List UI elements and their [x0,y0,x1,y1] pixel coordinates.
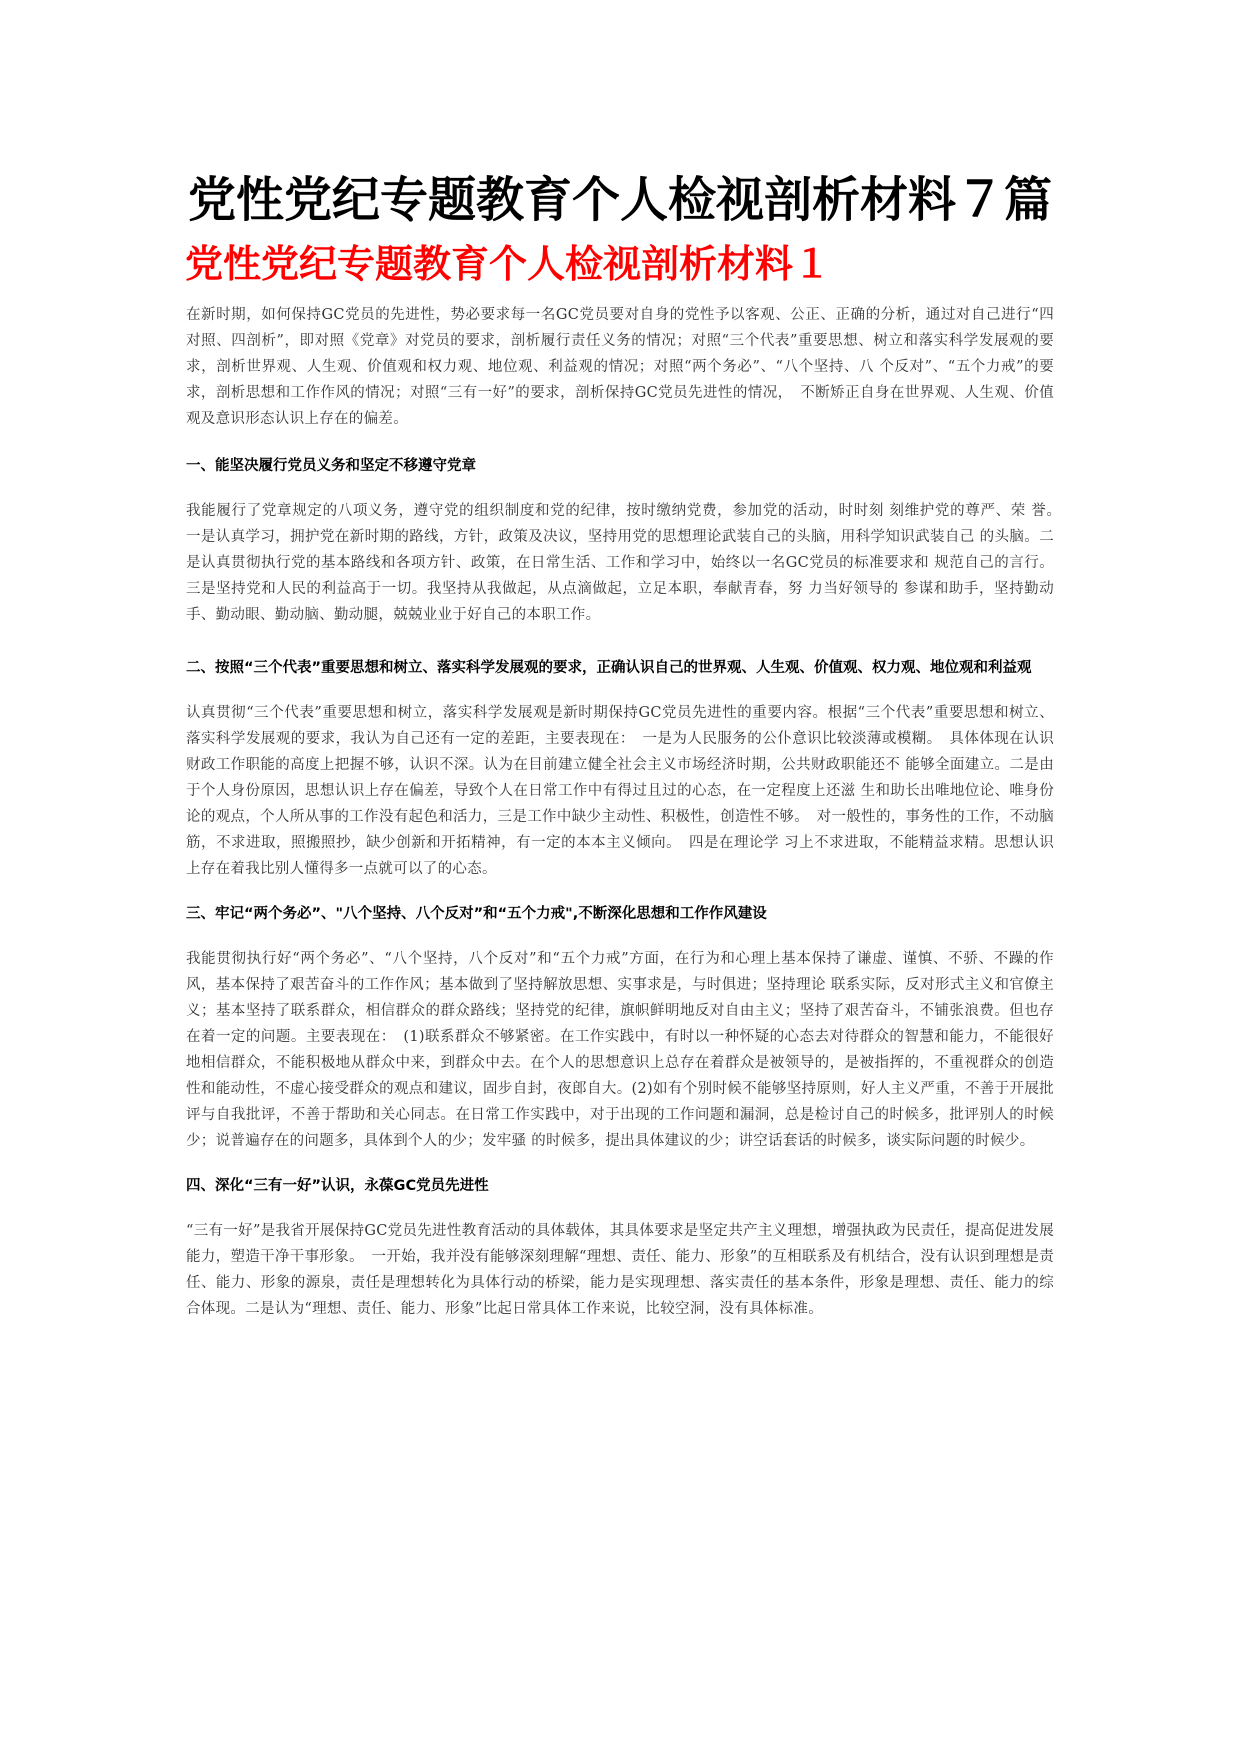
section-title: 党性党纪专题教育个人检视剖析材料１ [185,241,832,286]
section-body-3: 我能贯彻执行好“两个务必”、“八个坚持，八个反对”和“五个力戒”方面，在行为和心理上基本保持了谦虚、谨慎、不骄、不躁的作风，基本保持了艰苦奋斗的工作作风；基本做到了坚持解放思想、实事求是，与时俱进；坚持理论 联系实际，反对形式主义和官僚主义；基本坚持了联系群众，相信群众的群众路线；坚持党的纪律，旗帜鲜明地反对自由主义；坚持了艰苦奋斗，不铺张浪费。但也存在着一定的问题。主要表现在： (1)联系群众不够紧密。在工作实践中，有时以一种怀疑的心态去对待群众的智慧和能力，不能很好地相信群众，不能积极地从群众中来，到群众中去。在个人的思想意识上总存在着群众是被领导的，是被指挥的，不重视群众的创造性和能动性，不虚心接受群众的观点和建议，固步自封，夜郎自大。(2)如有个别时候不能够坚持原则，好人主义严重，不善于开展批评与自我批评，不善于帮助和关心同志。在日常工作实践中，对于出现的工作问题和漏洞，总是检讨自己的时候多，批评别人的时候少；说普遍存在的问题多，具体到个人的少；发牢骚 的时候多，提出具体建议的少；讲空话套话的时候多，谈实际问题的时候少。 [186,951,1054,1149]
section-heading-4: 四、深化“三有一好”认识，永葆GC党员先进性 [186,1178,489,1194]
document-body [186,302,1069,1322]
section-heading-2: 二、按照“三个代表”重要思想和树立、落实科学发展观的要求，正确认识自己的世界观、人生观、价值观、权力观、地位观和利益观 [186,660,1032,676]
section-heading-1: 一、能坚决履行党员义务和坚定不移遵守党章 [186,458,476,474]
section-body-2: 认真贯彻“三个代表”重要思想和树立，落实科学发展观是新时期保持GC党员先进性的重要内容。根据“三个代表”重要思想和树立、落实科学发展观的要求，我认为自己还有一定的差距，主要表现在： 一是为人民服务的公仆意识比较淡薄或模糊。 具体体现在认识财政工作职能的高度上把握不够，认识不深。认为在目前建立健全社会主义市场经济时期，公共财政职能还不 能够全面建立。二是由于个人身份原因，思想认识上存在偏差，导致个人在日常工作中有得过且过的心态，在一定程度上还滋 生和助长出唯地位论、唯身份论的观点，个人所从事的工作没有起色和活力，三是工作中缺少主动性、积极性，创造性不够。 对一般性的，事务性的工作，不动脑筋，不求进取，照搬照抄，缺少创新和开拓精神，有一定的本本主义倾向。 四是在理论学 习上不求进取，不能精益求精。思想认识上存在着我比别人懂得多一点就可以了的心态。 [186,705,1054,877]
section-heading-3: 三、牢记“两个务必”、"八个坚持、八个反对”和“五个力戒",不断深化思想和工作作风建设 [186,906,767,922]
section-body-4: “三有一好”是我省开展保持GC党员先进性教育活动的具体载体，其具体要求是坚定共产主义理想，增强执政为民责任，提高促进发展能力，塑造干净干事形象。 一开始，我并没有能够深刻理解“理想、责任、能力、形象”的互相联系及有机结合，没有认识到理想是责任、能力、形象的源泉，责任是理想转化为具体行动的桥梁，能力是实现理想、落实责任的基本条件，形象是理想、责任、能力的综合体现。二是认为“理想、责任、能力、形象”比起日常具体工作来说，比较空洞，没有具体标准。 [186,1223,1054,1317]
document-title: 党性党纪专题教育个人检视剖析材料７篇 [187,172,1052,228]
section-body-1: 我能履行了党章规定的八项义务，遵守党的组织制度和党的纪律，按时缴纳党费，参加党的活动，时时刻 刻维护党的尊严、荣 誉。 一是认真学习，拥护党在新时期的路线，方针，政策及决议，坚持用党的思想理论武装自己的头脑，用科学知识武装自己 的头脑。二是认真贯彻执行党的基本路线和各项方针、政策，在日常生活、工作和学习中，始终以一名GC党员的标准要求和 规范自己的言行。三是坚持党和人民的利益高于一切。我坚持从我做起，从点滴做起，立足本职，奉献青春，努 力当好领导的 参谋和助手，坚持勤动手、勤动眼、勤动脑、勤动腿，兢兢业业于好自己的本职工作。 [186,503,1069,623]
intro-paragraph: 在新时期，如何保持GC党员的先进性，势必要求每一名GC党员要对自身的党性予以客观、公正、正确的分析，通过对自己进行“四对照、四剖析”，即对照《党章》对党员的要求，剖析履行责任义务的情况；对照“三个代表”重要思想、树立和落实科学发展观的要求，剖析世界观、人生观、价值观和权力观、地位观、利益观的情况；对照“两个务必”、“八个坚持、八 个反对”、“五个力戒”的要求，剖析思想和工作作风的情况；对照“三有一好”的要求，剖析保持GC党员先进性的情况， 不断矫正自身在世界观、人生观、价值观及意识形态认识上存在的偏差。 [186,307,1054,427]
